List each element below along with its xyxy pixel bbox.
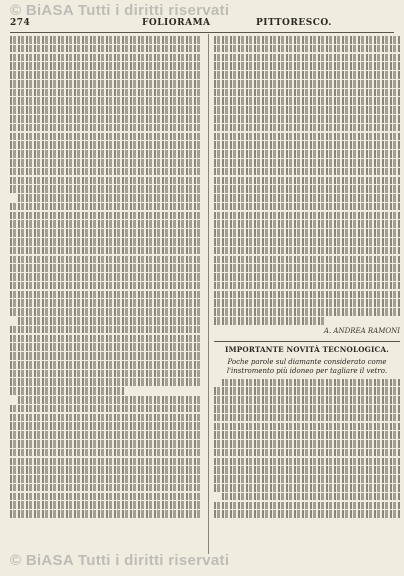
text-line bbox=[214, 423, 400, 431]
text-line bbox=[214, 168, 400, 176]
text-line bbox=[214, 291, 400, 299]
text-line bbox=[214, 273, 400, 281]
text-line bbox=[214, 308, 400, 316]
text-line bbox=[18, 194, 200, 202]
text-line bbox=[222, 493, 400, 501]
text-line bbox=[214, 247, 400, 255]
text-line bbox=[214, 502, 400, 510]
text-line bbox=[10, 133, 200, 141]
text-line bbox=[214, 449, 400, 457]
text-line bbox=[214, 458, 400, 466]
text-line bbox=[214, 484, 400, 492]
text-line bbox=[10, 282, 200, 290]
text-line bbox=[10, 299, 200, 307]
page-number: 274 bbox=[10, 18, 31, 28]
section-rule bbox=[214, 341, 400, 342]
text-line bbox=[214, 229, 400, 237]
text-line bbox=[214, 115, 400, 123]
text-line bbox=[214, 133, 400, 141]
watermark-top: © BiASA Tutti i diritti riservati bbox=[10, 2, 230, 19]
author-signature: A. ANDREA RAMONI bbox=[323, 326, 400, 335]
watermark-bottom: © BiASA Tutti i diritti riservati bbox=[10, 552, 230, 569]
text-line bbox=[10, 115, 200, 123]
text-line bbox=[214, 54, 400, 62]
text-line bbox=[214, 45, 400, 53]
text-line bbox=[214, 62, 400, 70]
text-line bbox=[10, 493, 200, 501]
text-line bbox=[214, 220, 400, 228]
text-line bbox=[10, 335, 200, 343]
text-line bbox=[214, 238, 400, 246]
text-line bbox=[10, 510, 200, 518]
header-rule bbox=[10, 32, 394, 33]
text-line bbox=[18, 396, 200, 404]
text-line bbox=[214, 510, 400, 518]
text-line bbox=[214, 150, 400, 158]
text-line bbox=[10, 141, 200, 149]
running-title-right: PITTORESCO. bbox=[256, 18, 332, 28]
text-line bbox=[214, 396, 400, 404]
text-line bbox=[214, 80, 400, 88]
text-line bbox=[10, 343, 200, 351]
text-line bbox=[214, 282, 400, 290]
text-line bbox=[10, 370, 200, 378]
text-line bbox=[214, 159, 400, 167]
text-line bbox=[10, 501, 200, 509]
text-line bbox=[214, 387, 400, 395]
text-line bbox=[214, 475, 400, 483]
text-line bbox=[10, 458, 200, 466]
text-line bbox=[10, 405, 200, 413]
text-line bbox=[10, 97, 200, 105]
text-line bbox=[10, 80, 200, 88]
text-line bbox=[10, 54, 200, 62]
section-title: IMPORTANTE NOVITÀ TECNOLOGICA. bbox=[225, 344, 389, 354]
text-line bbox=[214, 124, 400, 132]
text-line bbox=[10, 264, 200, 272]
text-line bbox=[214, 177, 400, 185]
text-line bbox=[10, 212, 200, 220]
text-line bbox=[10, 168, 200, 176]
text-line bbox=[10, 326, 200, 334]
text-line bbox=[214, 431, 400, 439]
text-line bbox=[10, 62, 200, 70]
text-line bbox=[10, 352, 200, 360]
text-line bbox=[10, 475, 200, 483]
text-line bbox=[10, 45, 200, 53]
text-line bbox=[214, 264, 400, 272]
text-line bbox=[10, 387, 124, 395]
text-line bbox=[10, 238, 200, 246]
right-column-text bbox=[214, 36, 400, 546]
text-line bbox=[10, 36, 200, 44]
text-line bbox=[10, 291, 200, 299]
text-line bbox=[10, 89, 200, 97]
text-line bbox=[10, 220, 200, 228]
text-line bbox=[214, 414, 400, 422]
text-line bbox=[10, 229, 200, 237]
text-line bbox=[10, 124, 200, 132]
text-line bbox=[214, 203, 400, 211]
text-line bbox=[10, 185, 200, 193]
text-line bbox=[10, 177, 200, 185]
text-line bbox=[214, 317, 326, 325]
text-line bbox=[214, 466, 400, 474]
text-line bbox=[10, 247, 200, 255]
text-line bbox=[10, 361, 200, 369]
page-header bbox=[10, 18, 394, 32]
text-line bbox=[214, 89, 400, 97]
text-line bbox=[214, 106, 400, 114]
text-line bbox=[10, 159, 200, 167]
text-line bbox=[214, 71, 400, 79]
text-line bbox=[214, 405, 400, 413]
text-line bbox=[214, 36, 400, 44]
text-line bbox=[10, 308, 200, 316]
text-line bbox=[10, 431, 200, 439]
text-line bbox=[10, 440, 200, 448]
text-line bbox=[10, 378, 200, 386]
text-line bbox=[10, 414, 200, 422]
text-line bbox=[10, 256, 200, 264]
section-subtitle: Poche parole sul diamante considerato come l'instromento più idoneo per tagliare il vetro. bbox=[226, 357, 388, 375]
text-line bbox=[10, 484, 200, 492]
text-line bbox=[214, 299, 400, 307]
text-line bbox=[10, 203, 200, 211]
text-line bbox=[222, 379, 400, 387]
text-line bbox=[10, 422, 200, 430]
text-line bbox=[18, 317, 200, 325]
left-column-text bbox=[10, 36, 200, 546]
text-line bbox=[214, 256, 400, 264]
text-line bbox=[10, 71, 200, 79]
text-line bbox=[214, 194, 400, 202]
text-line bbox=[214, 141, 400, 149]
text-line bbox=[10, 449, 200, 457]
text-line bbox=[10, 273, 200, 281]
text-line bbox=[10, 466, 200, 474]
text-line bbox=[10, 150, 200, 158]
text-line bbox=[214, 212, 400, 220]
text-line bbox=[214, 97, 400, 105]
column-divider bbox=[208, 34, 209, 554]
text-line bbox=[214, 440, 400, 448]
running-title-left: FOLIORAMA bbox=[142, 18, 211, 28]
text-line bbox=[214, 185, 400, 193]
text-line bbox=[10, 106, 200, 114]
